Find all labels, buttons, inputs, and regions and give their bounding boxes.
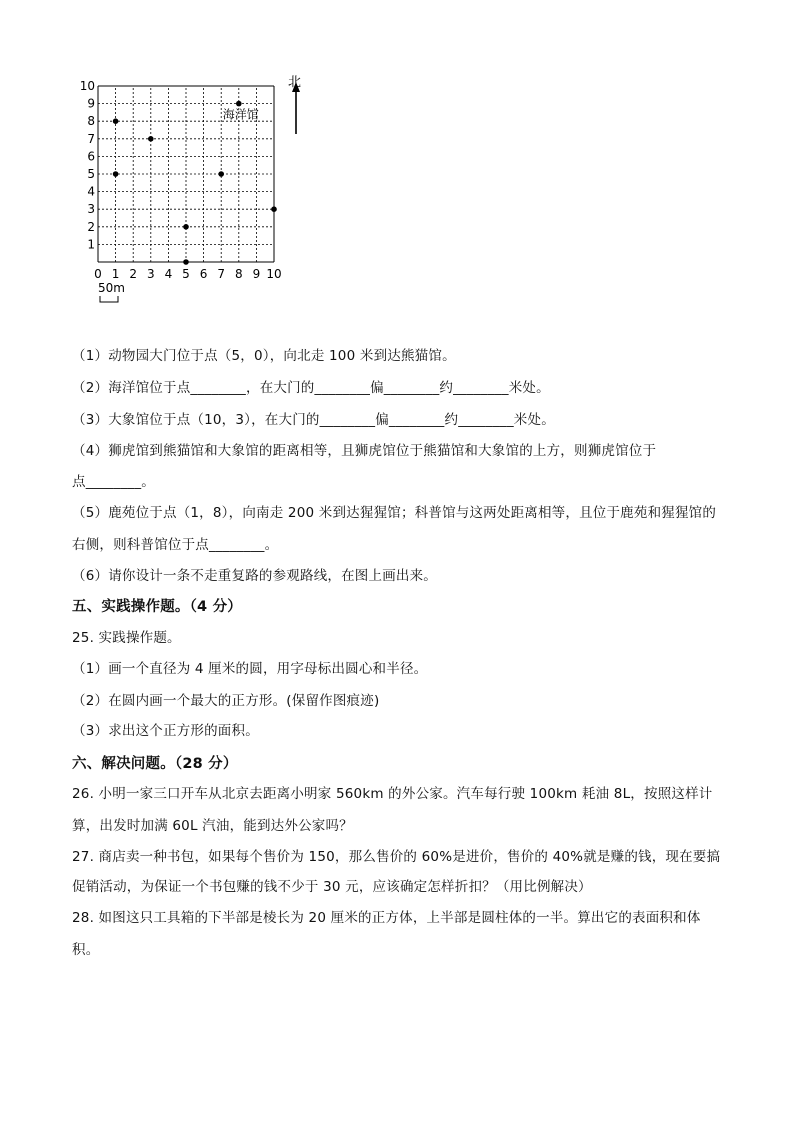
text-line-q3: （3）大象馆位于点（10，3），在大门的________偏________约________米处。 bbox=[72, 412, 555, 428]
y-tick-label: 3 bbox=[87, 202, 95, 217]
text-line-q5a: （5）鹿苑位于点（1，8），向南走 200 米到达猩猩馆；科普馆与这两处距离相等，且位于鹿苑和猩猩馆的 bbox=[72, 505, 717, 521]
text-line-p25c: （3）求出这个正方形的面积。 bbox=[72, 723, 259, 739]
grid-point bbox=[183, 259, 189, 265]
text-line-q4a: （4）狮虎馆到熊猫馆和大象馆的距离相等，且狮虎馆位于熊猫馆和大象馆的上方，则狮虎馆位于 bbox=[72, 443, 657, 459]
x-tick-label: 1 bbox=[111, 267, 120, 281]
grid-point bbox=[183, 224, 189, 230]
y-tick-label: 10 bbox=[79, 79, 95, 93]
y-tick-label: 5 bbox=[87, 167, 95, 181]
x-tick-label: 6 bbox=[199, 267, 208, 281]
text-line-p26b: 算，出发时加满 60L 汽油，能到达外公家吗？ bbox=[72, 818, 353, 834]
text-line-p26a: 26. 小明一家三口开车从北京去距离小明家 560km 的外公家。汽车每行驶 100km 耗油 8L，按照这样计 bbox=[72, 786, 713, 802]
text-line-s5: 五、实践操作题。（4 分） bbox=[72, 599, 242, 615]
text-line-q2: （2）海洋馆位于点________，在大门的________偏________约________米处。 bbox=[72, 380, 550, 396]
zoo-coordinate-grid bbox=[70, 70, 320, 310]
text-line-q1: （1）动物园大门位于点（5，0），向北走 100 米到达熊猫馆。 bbox=[72, 348, 456, 364]
text-line-p25b: （2）在圆内画一个最大的正方形。(保留作图痕迹) bbox=[72, 693, 380, 709]
grid-point bbox=[236, 101, 242, 107]
x-tick-label: 2 bbox=[129, 267, 138, 281]
text-line-p27b: 促销活动，为保证一个书包赚的钱不少于 30 元，应该确定怎样折扣？（用比例解决） bbox=[72, 879, 592, 895]
grid-point bbox=[218, 171, 224, 177]
x-tick-label: 5 bbox=[182, 267, 190, 281]
y-tick-label: 1 bbox=[87, 237, 95, 252]
text-line-p28b: 积。 bbox=[72, 942, 100, 958]
grid-point bbox=[271, 206, 277, 212]
text-line-q4b: 点________。 bbox=[72, 474, 155, 490]
grid-point bbox=[113, 118, 119, 124]
y-tick-label: 8 bbox=[87, 114, 95, 129]
x-tick-label: 7 bbox=[217, 267, 226, 281]
x-tick-label: 9 bbox=[252, 267, 261, 281]
text-line-s6: 六、解决问题。（28 分） bbox=[72, 756, 238, 772]
y-tick-label: 4 bbox=[87, 184, 95, 199]
x-tick-label: 4 bbox=[164, 267, 173, 281]
y-tick-label: 9 bbox=[87, 96, 95, 111]
text-line-p25: 25. 实践操作题。 bbox=[72, 630, 181, 646]
scale-bar bbox=[100, 296, 118, 302]
text-line-q6: （6）请你设计一条不走重复路的参观路线，在图上画出来。 bbox=[72, 568, 437, 584]
ocean-hall-label: 海洋馆 bbox=[222, 107, 259, 122]
y-tick-label: 6 bbox=[87, 149, 95, 164]
x-tick-label: 0 bbox=[94, 267, 102, 281]
text-line-q5b: 右侧，则科普馆位于点________。 bbox=[72, 537, 279, 553]
text-line-p25a: （1）画一个直径为 4 厘米的圆，用字母标出圆心和半径。 bbox=[72, 661, 428, 677]
north-label: 北 bbox=[288, 75, 302, 90]
x-tick-label: 3 bbox=[146, 267, 155, 281]
y-tick-label: 7 bbox=[87, 131, 95, 146]
x-tick-label: 10 bbox=[266, 267, 282, 281]
text-line-p27a: 27. 商店卖一种书包，如果每个售价为 150，那么售价的 60%是进价，售价的 40%就是赚的钱，现在要搞 bbox=[72, 849, 721, 865]
x-tick-label: 8 bbox=[234, 267, 243, 281]
grid-point bbox=[113, 171, 119, 177]
grid-points bbox=[113, 101, 277, 265]
grid-point bbox=[148, 136, 154, 142]
scale-label: 50m bbox=[98, 281, 125, 295]
y-tick-label: 2 bbox=[87, 219, 95, 234]
text-line-p28a: 28. 如图这只工具箱的下半部是棱长为 20 厘米的正方体，上半部是圆柱体的一半。算出它的表面积和体 bbox=[72, 910, 701, 926]
